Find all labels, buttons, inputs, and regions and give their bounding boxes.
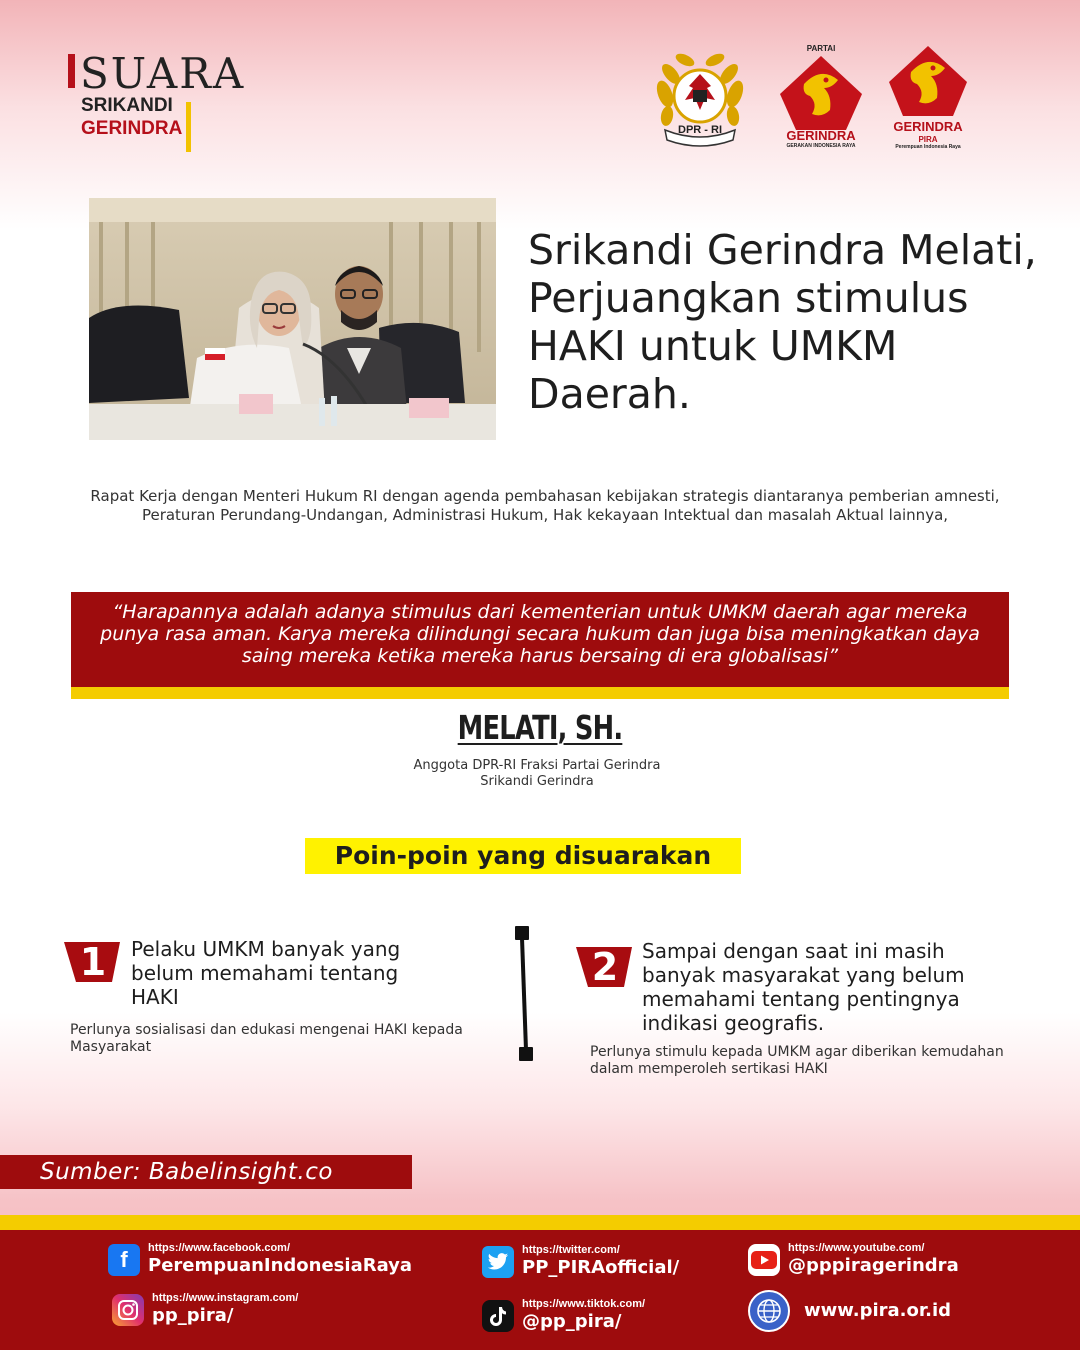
meeting-photo <box>89 198 496 440</box>
point-2-note: Perlunya stimulu kepada UMKM agar diberikan kemudahan dalam memperoleh sertikasi HAKI <box>590 1044 1004 1077</box>
twitter-link[interactable] <box>482 1244 679 1279</box>
partai-gerindra-logo <box>766 44 876 154</box>
globe-icon <box>748 1290 790 1332</box>
dpr-ri-emblem <box>645 44 755 154</box>
youtube-handle: @pppiragerindra <box>788 1255 959 1276</box>
brand-srikandi-text: SRIKANDI <box>81 95 173 116</box>
facebook-link[interactable] <box>108 1242 412 1277</box>
facebook-handle: PerempuanIndonesiaRaya <box>148 1255 413 1276</box>
gerindra-sub-label: GERAKAN INDONESIA RAYA <box>786 143 856 149</box>
speaker-role-line1: Anggota DPR-RI Fraksi Partai Gerindra <box>413 758 661 773</box>
point-2-number: 2 <box>591 945 619 989</box>
brand-gerindra-text: GERINDRA <box>81 118 183 139</box>
headline: Srikandi Gerindra Melati, Perjuangkan stimulus HAKI untuk UMKM Daerah. <box>528 226 1037 418</box>
tiktok-url: https://www.tiktok.com/ <box>522 1298 646 1310</box>
pira-label: PIRA <box>918 135 938 144</box>
instagram-link[interactable] <box>112 1292 298 1327</box>
point-1-note: Perlunya sosialisasi dan edukasi mengenai HAKI kepada Masyarakat <box>70 1022 463 1055</box>
article-summary: Rapat Kerja dengan Menteri Hukum RI dengan agenda pembahasan kebijakan strategis diantaranya pemberian amnesti, Peraturan Perundang-Undangan, Administrasi Hukum, Hak kekayaan Intektual dan masalah Aktual lainnya, <box>90 487 1000 524</box>
website-handle: www.pira.or.id <box>804 1300 952 1321</box>
twitter-handle: PP_PIRAofficial/ <box>522 1257 680 1278</box>
tiktok-handle: @pp_pira/ <box>522 1311 622 1332</box>
speaker-name <box>119 708 961 747</box>
twitter-url: https://twitter.com/ <box>522 1244 620 1256</box>
website-link[interactable] <box>748 1290 951 1332</box>
instagram-handle: pp_pira/ <box>152 1305 234 1326</box>
facebook-icon: f <box>108 1244 140 1276</box>
point-1-number: 1 <box>79 940 107 984</box>
pira-sub-label: Perempuan Indonesia Raya <box>895 144 961 150</box>
points-title: Poin-poin yang disuarakan <box>305 838 741 874</box>
pira-gerindra-logo <box>873 44 983 154</box>
speaker-role-line2: Srikandi Gerindra <box>480 774 594 789</box>
point-2-title: Sampai dengan saat ini masih banyak masyarakat yang belum memahami tentang pentingnya indikasi geografis. <box>642 939 965 1035</box>
speaker-role <box>0 758 1074 790</box>
meeting-photo-image <box>89 198 496 440</box>
brand-logo <box>66 48 246 158</box>
facebook-url: https://www.facebook.com/ <box>148 1242 290 1254</box>
point-1-title: Pelaku UMKM banyak yang belum memahami tentang HAKI <box>131 937 401 1009</box>
quote-box <box>71 592 1009 687</box>
speaker-name-text: MELATI, SH. <box>457 708 623 747</box>
instagram-url: https://www.instagram.com/ <box>152 1292 299 1304</box>
source-label: Sumber: Babelinsight.co <box>0 1155 412 1189</box>
tiktok-icon <box>482 1300 514 1332</box>
instagram-icon <box>112 1294 144 1326</box>
divider-line-icon <box>513 926 535 1064</box>
footer-yellow-bar <box>0 1215 1080 1230</box>
pira-gerindra-label: GERINDRA <box>893 119 963 134</box>
point-2-badge <box>576 945 638 989</box>
dpr-ri-emblem-icon <box>645 44 755 154</box>
youtube-link[interactable] <box>748 1242 959 1277</box>
brand-suara-text: SUARA <box>80 49 246 98</box>
brand-yellow-bar <box>186 102 191 152</box>
brand-red-bar <box>68 54 75 88</box>
youtube-url: https://www.youtube.com/ <box>788 1242 925 1254</box>
quote-text: “Harapannya adalah adanya stimulus dari kementerian untuk UMKM daerah agar mereka punya rasa aman. Karya mereka dilindungi secara hukum dan juga bisa meningkatkan daya saing mereka ketika mereka harus bersaing di era globalisasi” <box>100 601 980 667</box>
quote-underline-bar <box>71 687 1009 699</box>
gerindra-label: GERINDRA <box>786 128 856 143</box>
points-divider <box>513 926 535 1064</box>
tiktok-link[interactable] <box>482 1298 645 1333</box>
youtube-icon <box>748 1244 780 1276</box>
dpr-ri-label: DPR - RI <box>678 124 722 136</box>
twitter-icon <box>482 1246 514 1278</box>
partai-label: PARTAI <box>806 44 836 53</box>
footer <box>0 1230 1080 1350</box>
point-1-badge <box>64 940 126 984</box>
